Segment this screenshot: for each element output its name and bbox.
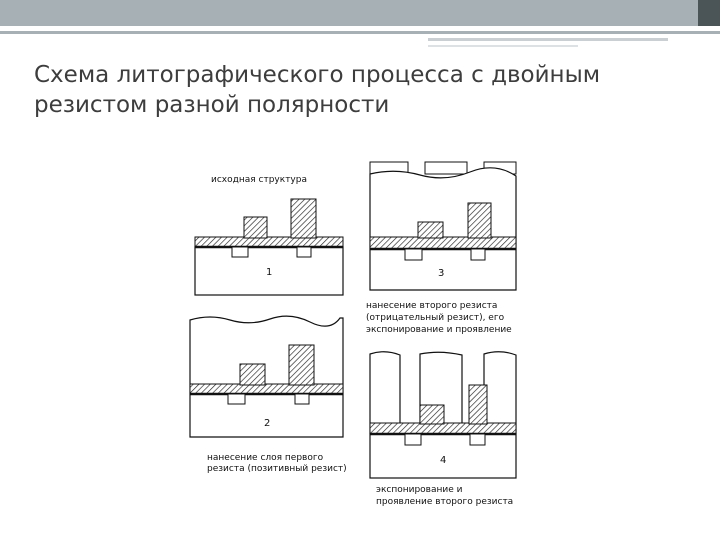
- pad-left: [232, 247, 248, 257]
- resist-column-3: [484, 352, 516, 433]
- hatched-step-tall: [469, 385, 487, 424]
- pad-left: [405, 434, 421, 445]
- caption-4-line1: экспонирование и: [376, 485, 463, 495]
- caption-4-line2: проявление второго резиста: [376, 497, 514, 507]
- hatched-step-tall: [468, 203, 491, 238]
- panel-number-4: 4: [440, 455, 447, 466]
- pad-right: [471, 249, 485, 260]
- hatched-step-small: [420, 405, 444, 424]
- hatched-step-small: [240, 364, 265, 385]
- panel-number-1: 1: [266, 267, 273, 278]
- hatched-layer: [190, 384, 343, 394]
- panel-2: [190, 316, 347, 474]
- hatched-step-tall: [289, 345, 314, 385]
- mask-block-2: [425, 162, 467, 174]
- pad-right: [297, 247, 311, 257]
- panel-number-2: 2: [264, 418, 271, 429]
- slide-title-line2: резистом разной полярности: [34, 92, 390, 118]
- caption-3-line1: нанесение второго резиста: [366, 301, 498, 311]
- slide-title-line1: Схема литографического процесса с двойным: [34, 62, 601, 88]
- caption-3-line2: (отрицательный резист), его: [366, 313, 505, 323]
- panel-number-3: 3: [438, 268, 445, 279]
- caption-3-line3: экспонирование и проявление: [366, 325, 512, 335]
- caption-2-line2: резиста (позитивный резист): [207, 464, 347, 474]
- pad-right: [470, 434, 485, 445]
- pad-left: [228, 394, 245, 404]
- panel-1: [195, 175, 343, 295]
- hatched-layer: [370, 237, 516, 249]
- pad-left: [405, 249, 422, 260]
- label-initial-structure: исходная структура: [211, 175, 307, 185]
- hatched-step-tall: [291, 199, 316, 238]
- hatched-layer: [370, 423, 516, 434]
- hatched-step-small: [244, 217, 267, 238]
- pad-right: [295, 394, 309, 404]
- resist-column-1: [370, 352, 400, 433]
- caption-2-line1: нанесение слоя первого: [207, 453, 324, 463]
- panel-4: [370, 352, 516, 507]
- hatched-layer: [195, 237, 343, 247]
- hatched-step-small: [418, 222, 443, 238]
- panel-3: [366, 162, 516, 335]
